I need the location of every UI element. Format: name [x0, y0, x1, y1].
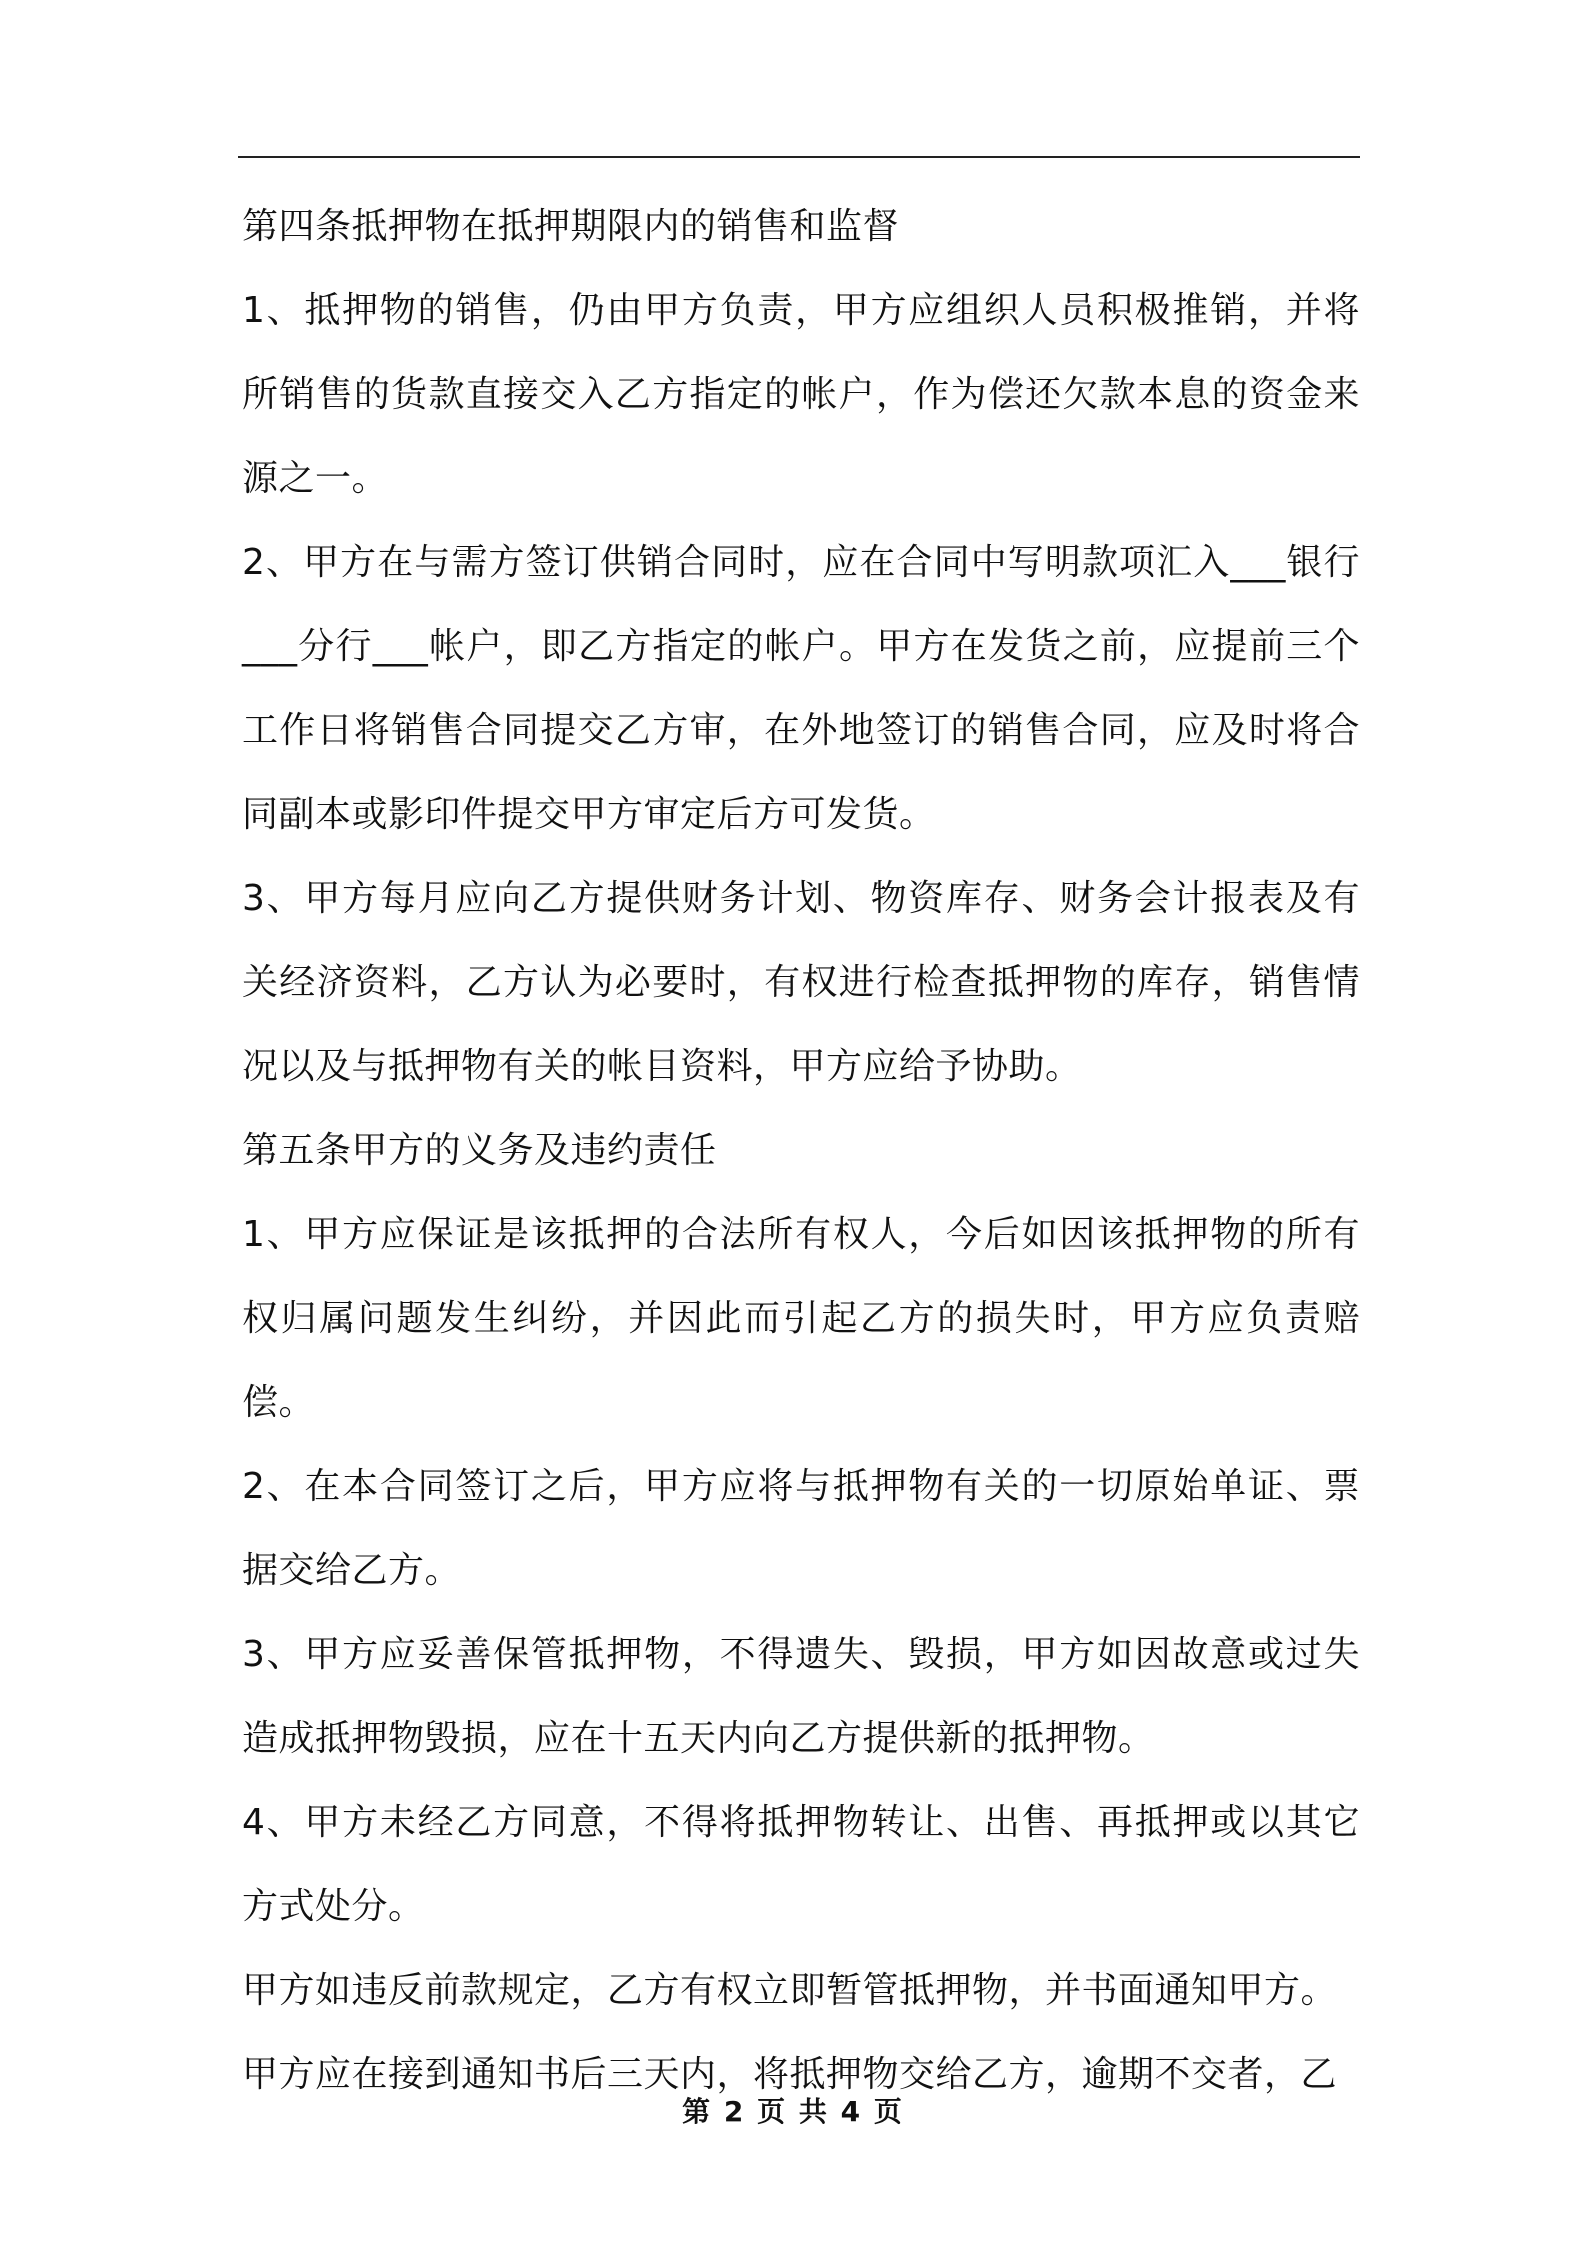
article-5-clause-4: 4、甲方未经乙方同意，不得将抵押物转让、出售、再抵押或以其它方式处分。	[242, 1802, 1360, 1927]
article-5-clause-1: 1、甲方应保证是该抵押的合法所有权人，今后如因该抵押物的所有权归属问题发生纠纷，并因此而引起乙方的损失时，甲方应负责赔偿。	[242, 1214, 1360, 1423]
header-rule	[238, 156, 1360, 158]
article-4-clause-1: 1、抵押物的销售，仍由甲方负责，甲方应组织人员积极推销，并将所销售的货款直接交入乙方指定的帐户，作为偿还欠款本息的资金来源之一。	[242, 290, 1360, 499]
article-5-paragraph-violation: 甲方如违反前款规定，乙方有权立即暂管抵押物，并书面通知甲方。	[242, 1970, 1338, 2011]
article-4-clause-3: 3、甲方每月应向乙方提供财务计划、物资库存、财务会计报表及有关经济资料，乙方认为必要时，有权进行检查抵押物的库存，销售情况以及与抵押物有关的帐目资料，甲方应给予协助。	[242, 878, 1360, 1087]
article-5-clause-2: 2、在本合同签订之后，甲方应将与抵押物有关的一切原始单证、票据交给乙方。	[242, 1466, 1360, 1591]
article-5-paragraph-notice: 甲方应在接到通知书后三天内，将抵押物交给乙方，逾期不交者，乙	[242, 2054, 1338, 2095]
article-4-heading: 第四条抵押物在抵押期限内的销售和监督	[242, 206, 900, 247]
article-5-heading: 第五条甲方的义务及违约责任	[242, 1130, 717, 1171]
article-4-clause-2: 2、甲方在与需方签订供销合同时，应在合同中写明款项汇入___银行___分行___帐户，即乙方指定的帐户。甲方在发货之前，应提前三个工作日将销售合同提交乙方审，在外地签订的销售合同，应及时将合同副本或影印件提交甲方审定后方可发货。	[242, 542, 1360, 835]
document-body	[242, 185, 1360, 2117]
article-5-clause-3: 3、甲方应妥善保管抵押物，不得遗失、毁损，甲方如因故意或过失造成抵押物毁损，应在十五天内向乙方提供新的抵押物。	[242, 1634, 1360, 1759]
page-number: 第 2 页 共 4 页	[682, 2095, 904, 2128]
